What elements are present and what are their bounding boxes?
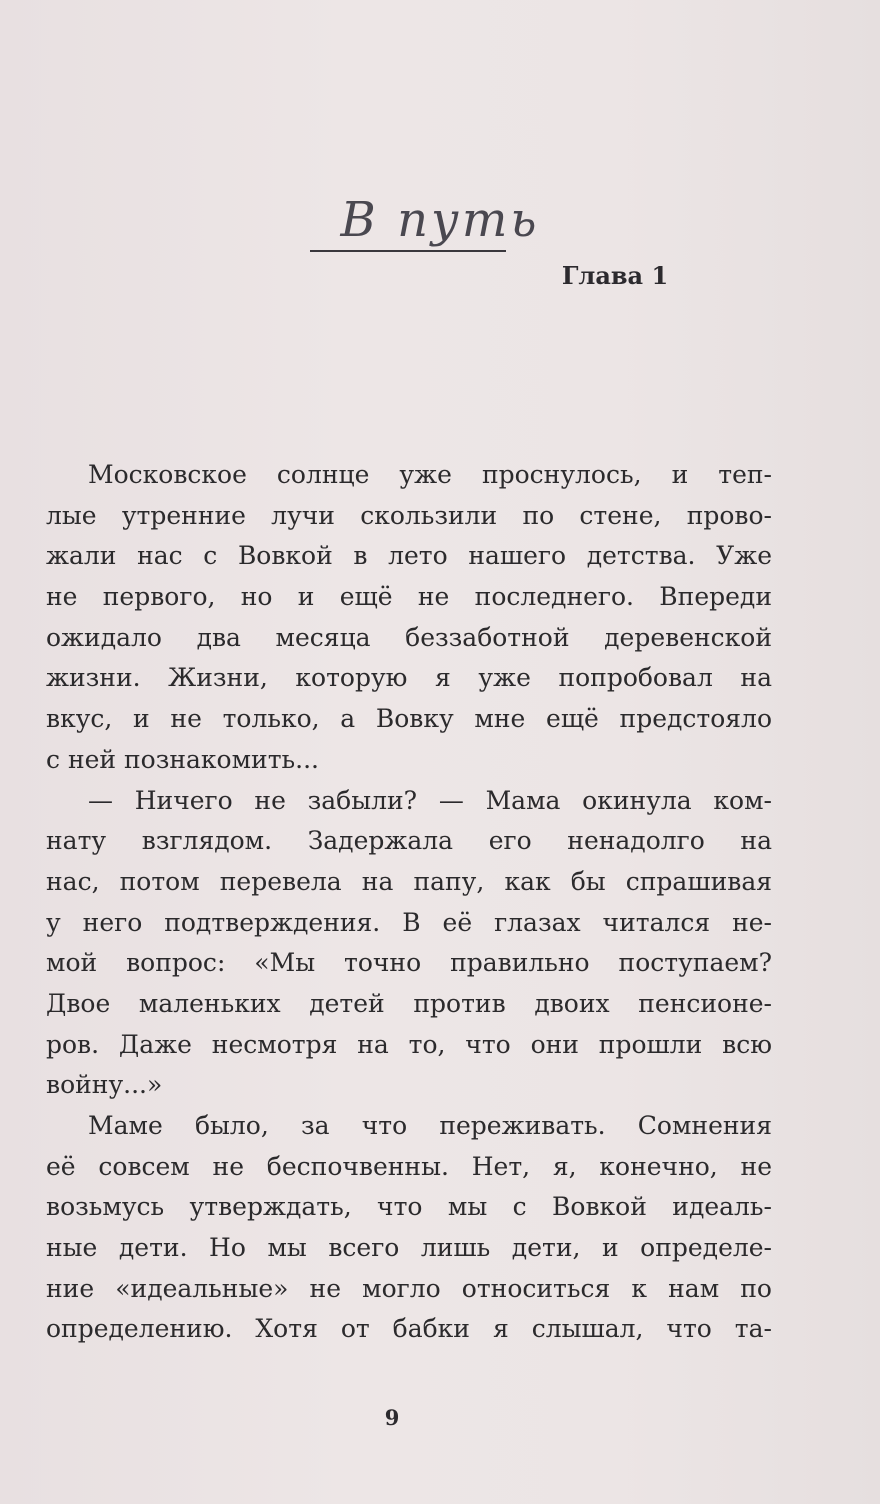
text-line: ные дети. Но мы всего лишь дети, и определе- [46,1233,772,1263]
text-line: с ней познакомить... [46,744,319,774]
title-underline [310,250,506,252]
text-line: определению. Хотя от бабки я слышал, что та- [46,1314,772,1344]
text-line: возьмусь утверждать, что мы с Вовкой идеаль- [46,1192,772,1222]
text-line: у него подтверждения. В её глазах читался не- [46,907,772,937]
text-line: Московское солнце уже проснулось, и теп- [88,460,772,489]
text-line: ров. Даже несмотря на то, что они прошли всю [46,1029,772,1059]
text-line: Двое маленьких детей против двоих пенсионе- [46,988,772,1018]
text-line: ние «идеальные» не могло относиться к нам по [46,1273,772,1303]
text-line: жизни. Жизни, которую я уже попробовал на [46,663,772,693]
text-line: войну...» [46,1070,163,1100]
text-line: нату взглядом. Задержала его ненадолго на [46,826,772,856]
text-line: лые утренние лучи скользили по стене, прово- [46,500,772,530]
text-line: не первого, но и ещё не последнего. Впереди [46,582,772,612]
chapter-body-text [46,455,772,1350]
text-line: мой вопрос: «Мы точно правильно поступаем? [46,948,772,978]
chapter-number [0,258,820,294]
text-line: жали нас с Вовкой в лето нашего детства. Уже [46,541,772,571]
text-line: Маме было, за что переживать. Сомнения [88,1111,772,1140]
text-line: вкус, и не только, а Вовку мне ещё предстояло [46,704,772,734]
text-line: нас, потом перевела на папу, как бы спрашивая [46,866,772,896]
chapter-number-label: Глава 1 [561,261,669,290]
text-line: — Ничего не забыли? — Мама окинула ком- [88,785,772,815]
page-number-label: 9 [384,1405,400,1430]
text-line: её совсем не беспочвенны. Нет, я, конечно, не [46,1151,772,1181]
chapter-title: В путь [340,192,540,248]
page-number [0,1405,880,1430]
text-line: ожидало два месяца беззаботной деревенской [46,622,772,652]
